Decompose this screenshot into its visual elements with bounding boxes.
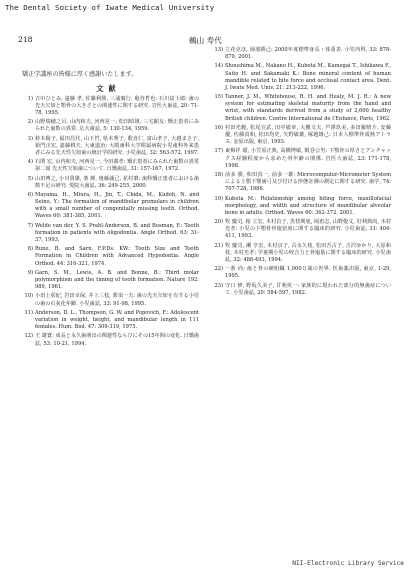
reference-number: 12) xyxy=(24,333,33,340)
reference-number: 21) xyxy=(214,242,223,249)
reference-item xyxy=(208,196,391,217)
reference-text: Mayama, H., Miura, H., Jin, T., Chida, M., Kudoh, N. and Seino, Y.: The formation of mandibular premolars in children with a small number of congenitally missing teeth. Orthod. Waves 60: 381-385, 2001. xyxy=(35,192,199,220)
reference-number: 20) xyxy=(214,219,223,226)
reference-text: Kubota M.: Relationship among biting force, maxillofacial morphology, and width and structure of mandibular alveolar bone in adults. Orthod. Waves 60: 362-372, 2001. xyxy=(225,195,391,216)
reference-number: 18) xyxy=(214,171,223,178)
reference-number: 1) xyxy=(27,95,33,102)
reference-item xyxy=(18,159,199,173)
journal-header: The Dental Society of Iwate Medical University xyxy=(5,3,215,12)
reference-text: Rune, B. and Sarn, F.P.Ds. KW.: Tooth Size and Tooth Formation in Children with Advanced Hypodontia. Angle Orthod. 44: 316-321, 1974. xyxy=(35,246,199,267)
reference-text: 前多 勝, 和田真一, 前多一雄: Microcomputer-Micrometer System による上顎下顎歯弓及び付ける形態計測の測定に関する研究. 歯学, 74: 707-728, 1986. xyxy=(225,171,391,193)
left-column xyxy=(18,47,199,350)
reference-item xyxy=(208,172,391,193)
reference-text: 牧 慶司, 瀬 亨宏, 木村京子, 古永久枝, 松田吾古子, 吉沢ゆかり, 大原和枝, 木村光孝: 学童期小児の咬合力と骨塩量に関する臨床的研究. 小児歯誌, 32: 488-493, 1994. xyxy=(225,242,391,263)
reference-item xyxy=(208,219,391,240)
reference-number: 22) xyxy=(214,266,223,273)
reference-item xyxy=(18,270,199,291)
reference-item xyxy=(18,333,199,347)
reference-item xyxy=(208,63,391,92)
reference-item xyxy=(18,246,199,267)
reference-text: Anderson, D. L., Thompson, G. W. and Popovich, F.: Adolescent variation in weight, height, and mandibular length in 111 females. Hum. Biol. 47: 309-319, 1975. xyxy=(35,309,199,331)
reference-number: 3) xyxy=(27,135,33,142)
reference-text: 鈴木陽子, 福田昌代, 山下哲, 県木秀子, 歌直仁, 富山孝子, 大越まさ子, 新門正宏, 嘉藤耕夫, 大東道治: 大阪歯科大学附属病院小児歯科外来患者にみる先天性欠如歯の統計学的研究. 小児歯誌, 32: 563-572, 1997. xyxy=(35,135,199,156)
reference-item xyxy=(18,136,199,157)
reference-number: 14) xyxy=(214,63,223,70)
reference-number: 11) xyxy=(24,309,33,316)
reference-item xyxy=(18,119,199,133)
right-column xyxy=(208,47,391,299)
reference-number: 13) xyxy=(214,47,223,53)
reference-item xyxy=(18,96,199,117)
reference-text: 小田上彰紀, 岩田幸保, 井上三枝, 栗須一夫: 歯の先天欠如を有する小児の歯の石灰化年齢. 小児歯誌, 33: 91-98, 1995. xyxy=(35,293,199,307)
reference-text: 立花克彦, 岡部勝己: 2000年度標準身長・体重表. 小児内科, 33: 878-879, 2001. xyxy=(225,47,391,61)
reference-text: 村田光範, 松尾宣武, 田中敏章, 大槻文夫, 芦澤玖美, 多田羅晴介, 安藤 優, 佐藤真和, 松田均史, 矢野敏雄, 塚越雄己: 日本人標準骨成熟アトラス. 金原出版, 東京, 1993. xyxy=(225,124,391,146)
reference-number: 4) xyxy=(27,159,33,166)
reference-text: 守口 修, 野坂久美子, 甘利英一: 家族的に現われた部分的無歯症について. 小児歯誌, 20: 584-597, 1982. xyxy=(225,282,391,296)
reference-item xyxy=(18,293,199,307)
reference-number: 23) xyxy=(214,282,223,289)
reference-text: 一条 尚: 歯と骨の硬組織 1,000万歳の世界. 医歯薬出版, 東京, 1-29, 1995. xyxy=(225,266,391,280)
reference-item xyxy=(18,176,199,190)
reference-text: 牧 慶司, 箱 立宏, 木村貞子, 黒枝興旭, 岡恵志, 山野俊文, 好利典尚, 木村光孝: 小児の下顎骨骨塩密度に関する臨床的研究. 小児歯誌, 31: 404-411, 1993. xyxy=(225,219,391,240)
reference-item xyxy=(208,148,391,169)
reference-text: Welde van der, Y. S. Prahl-Anderson, B. and Bosman, F.: Tooth formation in patients with oligodontia. Angle Orthod. 63: 31-37, 1993. xyxy=(35,222,199,244)
acknowledgment: 矯正学講座の皆様に厚く感謝いたします。 xyxy=(22,71,138,78)
footer-service: NII-Electronic Library Service xyxy=(292,560,404,567)
reference-number: 2) xyxy=(27,119,33,126)
reference-number: 19) xyxy=(214,195,223,202)
reference-number: 17) xyxy=(214,148,223,155)
reference-number: 10) xyxy=(24,293,33,300)
reference-text: Tanner, J. M., Whitehouse, R. H. and Healy, M. J. R.: A new system for estimating skeletal maturity from the hand and wrist, with standards derived from a study of 2,600 healthy British children. Centre International de l'Enfance, Paris, 1962. xyxy=(225,94,391,122)
reference-item xyxy=(208,125,391,146)
reference-text: 東梅祥 瑠, 小笠原正典, 高橋博敏, 阪巻公男: 下顎骨の厚さとアンチャックス経験程度から求めた骨年齢の関係. 岩医大歯誌, 23: 171-178, 1998. xyxy=(225,148,391,169)
references-heading: 文献 xyxy=(96,83,121,93)
running-title: 鵜山 寿代 xyxy=(189,36,222,45)
reference-number: 15) xyxy=(214,94,223,101)
reference-number: 16) xyxy=(214,124,223,131)
reference-number: 7) xyxy=(27,222,33,229)
reference-text: 吉中ひとみ, 遠藤 孝, 佐藤利勝, 三浦廣行, 亀谷哲也: 石川富士郎: 歯の先天欠如と顎骨の大きさとの関連性に関する研究. 岩医大歯誌, 20: 71-78, 1995. xyxy=(35,95,199,116)
reference-item xyxy=(18,310,199,331)
reference-item xyxy=(208,243,391,264)
reference-text: Shoushima M., Nakano H., Kubota M., Kamegai T., Ishikawa F., Saito H. and Sakamaki K.: Bone mineral content of human mandible related to bite force and occlusal contact area. Dent. J. Iwate Med. Univ. 21: 213-222, 1996. xyxy=(225,63,391,91)
reference-number: 5) xyxy=(27,175,33,182)
reference-item xyxy=(208,94,391,123)
reference-text: 山野瑞穂之呂, 山内和夫, 河西晃一, 松田昭雄, 三宅顕友: 矯正患者にみられた歯数の異常. 広大歯誌, 5: 130-134, 1959. xyxy=(35,119,199,133)
reference-item xyxy=(208,47,391,61)
reference-number: 6) xyxy=(27,192,33,198)
reference-number: 8) xyxy=(27,246,33,253)
reference-text: 山田博之, 小川貴雄, 楽 輝, 後藤誠己, 花村肇: 歯科矯正患者における歯数不足の研究. 愛院大歯誌, 36: 249-255, 2000. xyxy=(35,175,199,189)
reference-item xyxy=(208,283,391,297)
reference-text: 王 雄寛: 成長と永久歯萌出の関連性ならびにその15年間の変化. 日矯歯誌, 53: 10-21, 1994. xyxy=(35,333,199,347)
reference-item xyxy=(208,266,391,280)
reference-number: 9) xyxy=(27,269,33,276)
reference-list-right xyxy=(208,47,391,297)
reference-list-left xyxy=(18,96,199,348)
reference-item xyxy=(18,192,199,221)
page-number: 218 xyxy=(18,35,33,44)
reference-item xyxy=(18,223,199,244)
reference-text: Garn, S. M., Lewis, A. B. and Bonne, B.: Third molar polymorphism and the timing of tooth formation. Nature 192: 989, 1961. xyxy=(35,269,199,291)
reference-text: 石関 宏, 山内和夫, 河西晃一, 今田義孝: 矯正患者にみられた歯数の異常 第二報 先天性欠如歯について. 日矯歯誌, 31: 157-167, 1972. xyxy=(35,159,199,173)
